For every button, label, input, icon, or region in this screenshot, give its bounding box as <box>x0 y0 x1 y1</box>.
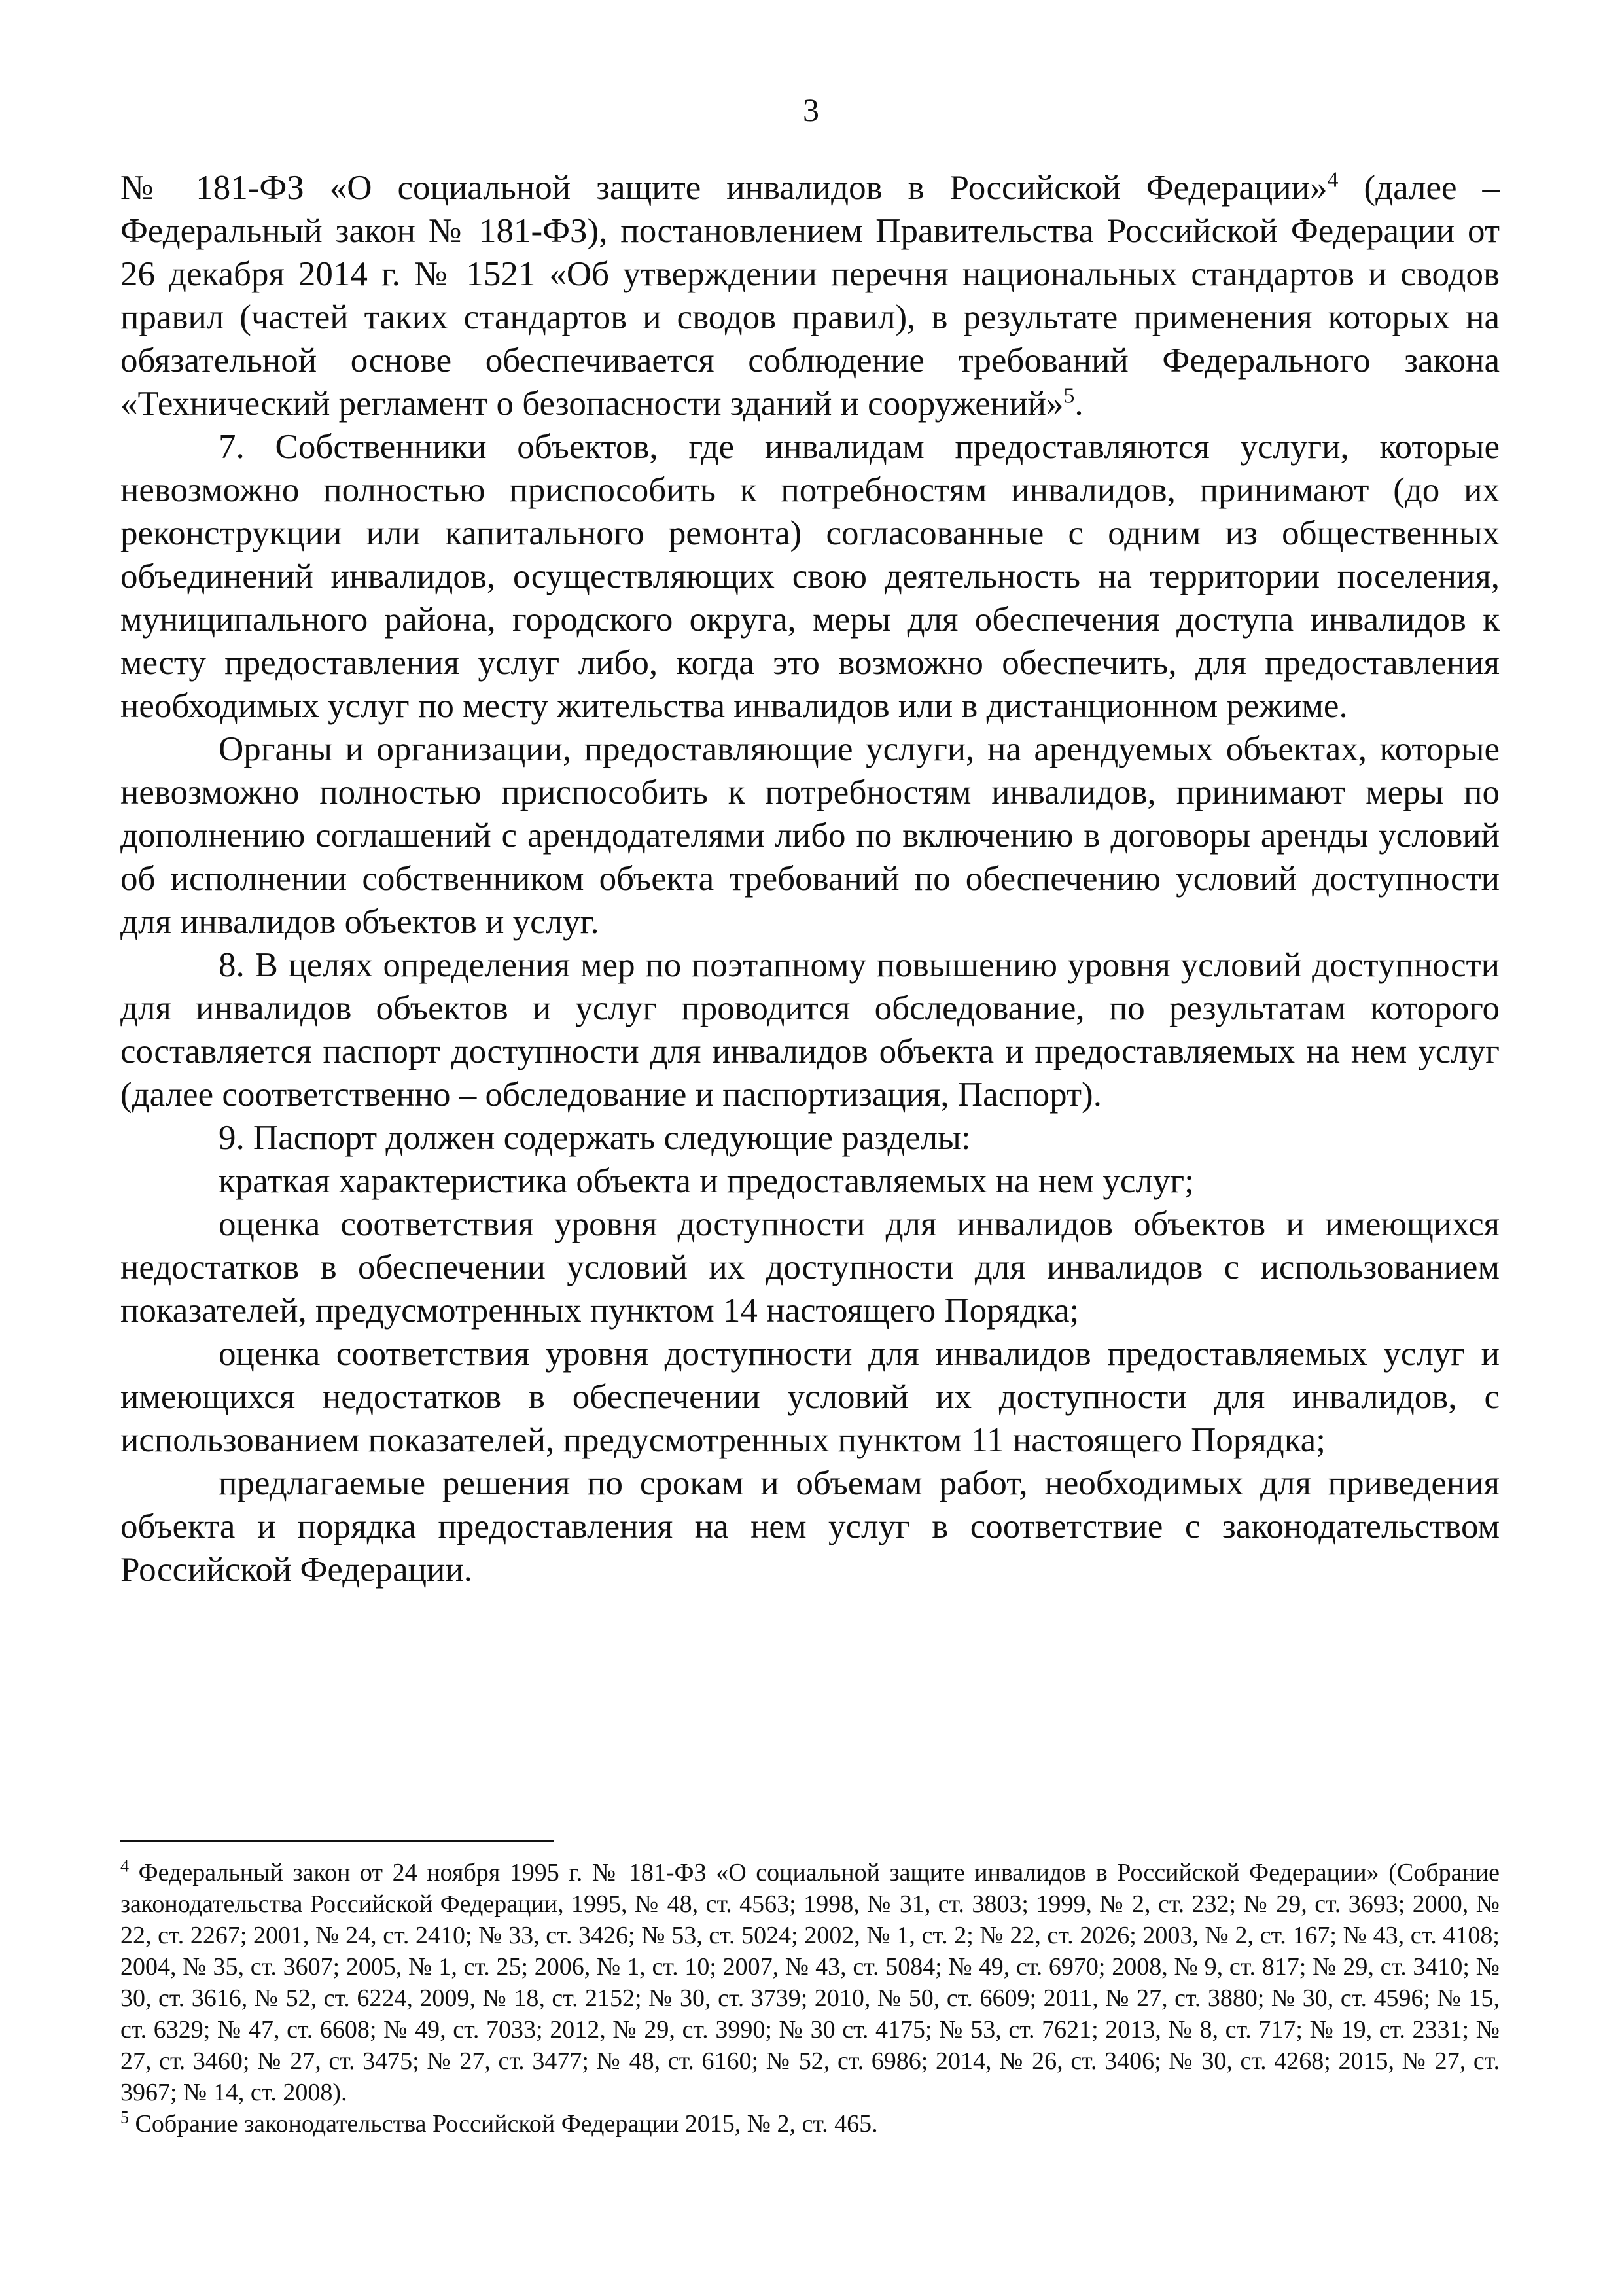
footnote-divider <box>120 1840 554 1842</box>
paragraph-continuation <box>120 166 1500 425</box>
paragraph-item-7: 7. Собственники объектов, где инвалидам предоставляются услуги, которые невозможно полностью приспособить к потребностям инвалидов, принимают (до их реконструкции или капитального ремонта) согласованные с одним из общественных объединений инвалидов, осуществляющих свою деятельность на территории поселения, муниципального района, городского округа, меры для обеспечения доступа инвалидов к месту предоставления услуг либо, когда это возможно обеспечить, для предоставления необходимых услуг по месту жительства инвалидов или в дистанционном режиме. <box>120 428 1500 725</box>
paragraph-1-text-middle: (далее – Федеральный закон № 181-ФЗ), постановлением Правительства Российской Федерации от 26 декабря 2014 г. № 1521 «Об утверждении перечня национальных стандартов и сводов правил (частей таких стандартов и сводов правил), в результате применения которых на обязательной основе обеспечивается соблюдение требований Федерального закона «Технический регламент о безопасности зданий и сооружений» <box>120 169 1500 423</box>
footnote-5 <box>120 2108 1500 2140</box>
footnotes <box>120 1857 1500 2140</box>
paragraph-rented-objects: Органы и организации, предоставляющие услуги, на арендуемых объектах, которые невозможно полностью приспособить к потребностям инвалидов, принимают меры по дополнению соглашений с арендодателями либо по включению в договоры аренды условий об исполнении собственником объекта требований по обеспечению условий доступности для инвалидов объектов и услуг. <box>120 730 1500 941</box>
paragraph-item-8: 8. В целях определения мер по поэтапному повышению уровня условий доступности для инвалидов объектов и услуг проводится обследование, по результатам которого составляется паспорт доступности для инвалидов объекта и предоставляемых на нем услуг (далее соответственно – обследование и паспортизация, Паспорт). <box>120 946 1500 1114</box>
paragraph-item-9: 9. Паспорт должен содержать следующие разделы: <box>219 1119 971 1157</box>
footnote-4 <box>120 1857 1500 2108</box>
passport-section-proposed-decisions: предлагаемые решения по срокам и объемам работ, необходимых для приведения объекта и порядка предоставления на нем услуг в соответствие с законодательством Российской Федерации. <box>120 1464 1500 1589</box>
paragraph-1-text-end: . <box>1074 385 1084 423</box>
passport-section-services-assessment: оценка соответствия уровня доступности для инвалидов предоставляемых услуг и имеющихся недостатков в обеспечении условий их доступности для инвалидов, с использованием показателей, предусмотренных пунктом 11 настоящего Порядка; <box>120 1335 1500 1459</box>
paragraph-1-text-start: № 181-ФЗ «О социальной защите инвалидов в Российской Федерации» <box>120 169 1328 207</box>
footnote-4-text: Федеральный закон от 24 ноября 1995 г. № 181-ФЗ «О социальной защите инвалидов в Российской Федерации» (Собрание законодательства Российской Федерации, 1995, № 48, ст. 4563; 1998, № 31, ст. 3803; 1999, № 2, ст. 232; № 29, ст. 3693; 2000, № 22, ст. 2267; 2001, № 24, ст. 2410; № 33, ст. 3426; № 53, ст. 5024; 2002, № 1, ст. 2; № 22, ст. 2026; 2003, № 2, ст. 167; № 43, ст. 4108; 2004, № 35, ст. 3607; 2005, № 1, ст. 25; 2006, № 1, ст. 10; 2007, № 43, ст. 5084; № 49, ст. 6970; 2008, № 9, ст. 817; № 29, ст. 3410; № 30, ст. 3616, № 52, ст. 6224, 2009, № 18, ст. 2152; № 30, ст. 3739; 2010, № 50, ст. 6609; 2011, № 27, ст. 3880; № 30, ст. 4596; № 15, ст. 6329; № 47, ст. 6608; № 49, ст. 7033; 2012, № 29, ст. 3990; № 30 ст. 4175; № 53, ст. 7621; 2013, № 8, ст. 717; № 19, ст. 2331; № 27, ст. 3460; № 27, ст. 3475; № 27, ст. 3477; № 48, ст. 6160; № 52, ст. 6986; 2014, № 26, ст. 3406; № 30, ст. 4268; 2015, № 27, ст. 3967; № 14, ст. 2008). <box>120 1859 1500 2106</box>
footnote-ref-5: 5 <box>1063 383 1075 408</box>
page-number: 3 <box>803 92 819 128</box>
footnote-5-mark: 5 <box>120 2108 129 2127</box>
passport-section-objects-assessment: оценка соответствия уровня доступности для инвалидов объектов и имеющихся недостатков в обеспечении условий их доступности для инвалидов с использованием показателей, предусмотренных пунктом 14 настоящего Порядка; <box>120 1205 1500 1330</box>
body-text <box>120 166 1500 1591</box>
footnote-ref-4: 4 <box>1327 168 1339 192</box>
footnote-4-mark: 4 <box>120 1856 129 1876</box>
passport-section-characteristics: краткая характеристика объекта и предоставляемых на нем услуг; <box>219 1162 1194 1200</box>
footnote-5-text: Собрание законодательства Российской Федерации 2015, № 2, ст. 465. <box>129 2110 878 2138</box>
